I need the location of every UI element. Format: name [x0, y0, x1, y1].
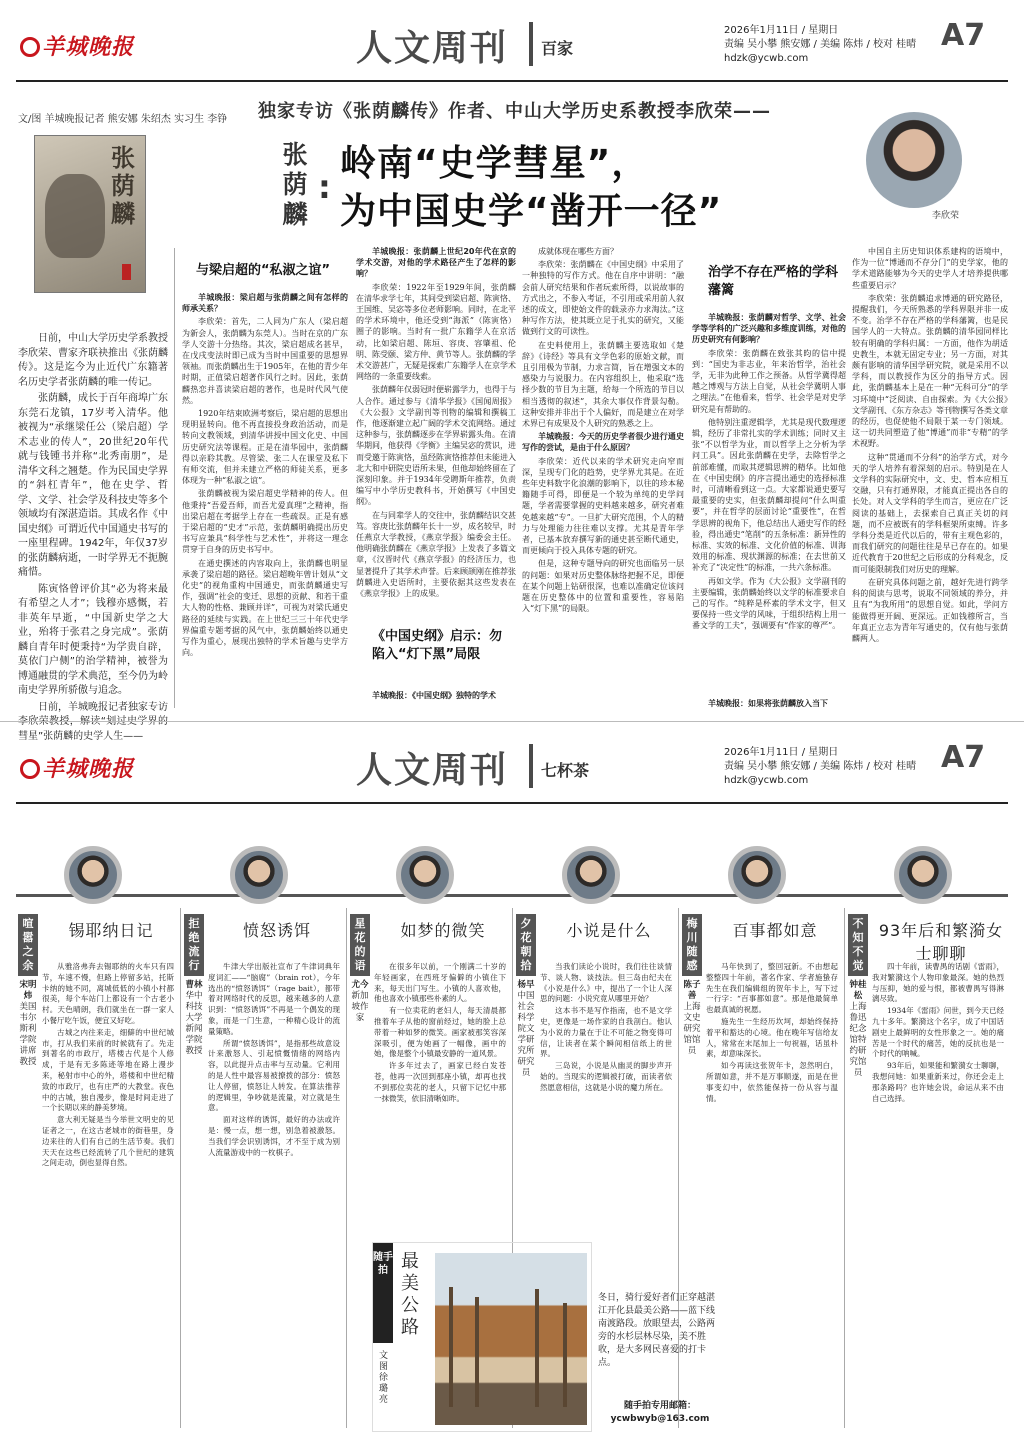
- divider: [180, 908, 181, 1428]
- article-column-2: 羊城晚报：张荫麟上世纪20年代在京的学术交游，对他的学术路径产生了怎样的影响？ 李欣荣：1922年至1929年间，张荫麟在清华求学七年，其间受到梁启超、陈寅恪、王国维、吴宓等多位老师影响。同时，在北平的学术环境中，他还受到“海派”（陈寅恪）圈子的影响。当时有一批广东籍学人在京活动，比如梁启超、陈垣、容庚、容肇祖、伦明、陈受颐、梁方仲、黄节等人。张荫麟的学术交游甚广，无疑是探索广东籍学人在京学术网络的一条重要线索。 张荫麟年仅弱冠时便崭露学力，也得于与人合作。通过参与《清华学报》《国闻周报》《大公报》文学副刊等刊物的编辑和撰稿工作，他逐渐建立起广阔的学术交流网络。通过这种参与，张荫麟逐步在学界崭露头角。在清华期间，他获得《学衡》主编吴宓的赏识，进而受邀于陈寅恪，虽经陈寅恪推荐但未能进入北大和中研院史语所未果，但他却始终留在了深刻印象。并于1934年受聘斯年推荐，负责编写中小学历史教科书，开始撰写《中国史纲》。 在与同辈学人的交往中，张荫麟结识交甚笃。容庚比张荫麟年长十一岁，成名较早，时任燕京大学教授，《燕京学报》编委会主任。他明确张荫麟在《燕京学报》上发表了多篇文章，《汉晋时代《燕京学报》的经济压力，也显著提升了其学术声誉。后来顾颉刚在推荐张荫麟进入史语所时，主要依据其这些发表在《燕京学报》上的成果。: [356, 247, 516, 599]
- column-author: [848, 980, 868, 1079]
- issue-date: 2026年1月11日 / 星期日: [724, 747, 839, 758]
- column-body: 牛津大学出版社宣布了牛津词典年度词汇——“脑腐”（brain rot），今年选出的“愤怒诱饵”（rage bait），都带着对网络时代的反思，越来越多的人意识到：“愤怒诱饵”不再是一个偶发的现象，而是一门生意，一种精心设计的流量策略。 所谓“愤怒诱饵”，是指那些故意设计来激怒人、引起愤慨情绪的网络内容，以此提升点击率与互动量。它利用的是人性中最容易被撩拨的部分：愤怒让人停留，愤怒让人转发。在算法推荐的逻辑里，争吵就是流量，对立就是生意。 面对这样的诱饵，最好的办法或许是：慢一点，想一想，别急着被激怒。当我们学会识别诱饵，才不至于成为别人流量游戏中的一枚棋子。: [208, 962, 340, 1157]
- photo-title: 最美公路: [401, 1251, 419, 1338]
- email[interactable]: hdzk@ycwb.com: [724, 775, 809, 786]
- photo-caption: 李欣荣: [932, 211, 960, 221]
- article-column-4-tail: 羊城晚报：如果将张荫麟放入当下: [708, 699, 828, 708]
- photo-note: 冬日，骑行爱好者们正穿越湛江开化县最美公路——蓝下线南渡路段。放眼望去，公路两旁的水杉层林尽染，美不胜收，是大多网民喜爱的打卡点。: [598, 1293, 716, 1368]
- column-title: 小说是什么: [566, 921, 652, 940]
- column-body: 从雅洛弗奔去锡耶纳的火车只有四节，车速不慢，但路上停留多站，托斯卡纳的她不同，离城低低的小镇小村都很美，每个车站门上都设有一个古老小村。天色晴朗，我们就坐在一群一家人小餐厅吃午饭，便宜又好吃。 古城之内往来走，细僻的中世纪城市，打从我们来前的时候就有了。先走到著名的市政厅，塔楼古代是个人修成，于是有无多陈迹等地在路上漫步来，秘射市中心的外，塔楼和中世纪精致的市政厅，也有庄严的大教堂。夜色中的古城，独自漫步，像是时间走进了一个长期以来的静美梦境。 意大利无疑是当今举世文明史的见证者之一，在这古老城市的街巷里，身边来往的人们有自己的生活节奏。我们天天在这些已经流转了几个世纪的建筑之间走动，倒也显得自然。: [42, 962, 174, 1168]
- page-number: A7: [941, 740, 986, 775]
- book-title: 张荫麟: [111, 143, 135, 228]
- headline-colon: :: [318, 168, 331, 206]
- article-column-2-tail: 羊城晚报：《中国史纲》独特的学术: [372, 691, 496, 700]
- column-body: 在很多年以前，一个刚满二十岁的年轻画家，在西班牙偏僻的小镇住下来，每天出门写生。小镇的人喜欢他，他也喜欢小镇那些朴素的人。 有一位卖花的老妇人，每天清晨都推着车子从他的窗前经过，她的脸上总带着一种如梦的微笑。画家被那笑容深深吸引，便为她画了一幅像，画中的她，像是整个小镇最安静的一道风景。 许多年过去了，画家已经白发苍苍，他再一次回到那座小镇，却再也找不到那位卖花的老人，只留下记忆中那一抹微笑，依旧清晰如昨。: [374, 962, 506, 1103]
- divider: [346, 908, 347, 1428]
- page-bottom: [0, 721, 1024, 1442]
- column-body: 当我们读论小说时，我们往往谈情节、谈人物、谈技法。但三岛由纪夫在《小说是什么》中，提出了一个让人深思的问题：小说究竟从哪里开始？ 这本书不是写作指南，也不是文学史，更像是一场作家的自我剖白。他认为小说的力量在于让不可能之物变得可信，让读者在某个瞬间相信纸上的世界。 三岛说，小说是从幽灵的脚步声开始的。当现实的逻辑被打破，而读者依然愿意相信，这就是小说的魔力所在。: [540, 962, 672, 1092]
- tree-trunk: [449, 1287, 453, 1407]
- subtitle-1: 与梁启超的“私淑之谊”: [196, 263, 331, 278]
- column-title: 百事都如意: [732, 921, 818, 940]
- title-divider: [529, 22, 533, 66]
- column-body: 四十年前，读曹禺的话剧《雷雨》，我对繁漪这个人物印象最深。她的热烈与压抑，她的爱与恨，都被曹禺写得淋漓尽致。 1934年《雷雨》问世，到今天已经九十多年。繁漪这个名字，成了中国话剧史上最鲜明的女性形象之一。她的痛苦是一个时代的痛苦，她的反抗也是一个时代的呐喊。 93年后，如果能和繁漪女士聊聊，我想问她：如果重新来过，你还会走上那条路吗？也许她会说，命运从来不由自己选择。: [872, 962, 1004, 1103]
- tree-trunk: [563, 1303, 567, 1407]
- author-name: 陈子善: [683, 980, 701, 1001]
- photo-author: 文图 徐璐亮: [379, 1351, 389, 1405]
- columnist-avatar: [230, 846, 288, 904]
- divider: [174, 248, 175, 708]
- book-cover-image: [34, 135, 146, 293]
- column-title: 锡耶纳日记: [68, 921, 154, 940]
- columnist-avatar: [894, 846, 952, 904]
- columnist-avatar: [562, 846, 620, 904]
- editors: 责编 吴小攀 熊安娜 / 美编 陈炜 / 校对 桂晴: [724, 39, 917, 50]
- logo-mark-icon: [20, 37, 40, 57]
- author-affiliation: 美国韦尔斯利学院讲席教授: [19, 1002, 37, 1067]
- column-title: 如梦的微笑: [400, 921, 486, 940]
- headline-line-2: 为中国史学“凿开一径”: [340, 191, 723, 232]
- column-author: [350, 980, 370, 1024]
- column-tag: 喧嚣之余: [18, 914, 38, 976]
- column-title: 愤怒诱饵: [242, 921, 311, 940]
- masthead-rule: [16, 802, 1008, 804]
- column-body: 马年快到了，整回冠新。不由想起整整四十年前，著名作家、学者施蛰存先生在我们编辑组的贺年卡上，写下过一行字：“百事都如意”。那是他最简单也最真诚的祝愿。 施先生一生经历坎坷，却始终保持着平和豁达的心境。他在晚年写信给友人，常常在末尾加上一句祝福，话虽朴素，却意味深长。 如今再读这张贺年卡，忽然明白，所谓如意，并不是万事顺遂，而是在世事变幻中，依然能保持一份从容与温情。: [706, 962, 838, 1103]
- section-title: 人文周刊: [356, 749, 509, 791]
- columnist-avatar: [728, 846, 786, 904]
- logo: 羊城晚报: [20, 752, 134, 783]
- photo-tag: 随手拍: [373, 1243, 393, 1343]
- columnist-avatar: [64, 846, 122, 904]
- headline: [340, 140, 722, 236]
- logo-mark-icon: [20, 759, 40, 779]
- page-number: A7: [941, 18, 986, 53]
- columnist-avatar: [396, 846, 454, 904]
- logo: 羊城晚报: [20, 30, 134, 61]
- column-author: [516, 980, 536, 1079]
- subsection-title: 百家: [541, 39, 574, 58]
- author-affiliation: 上海鲁迅纪念馆特约研究馆员: [849, 1002, 867, 1078]
- masthead: [16, 16, 1008, 74]
- vertical-name: 张荫麟: [282, 140, 308, 229]
- seal-mark: [122, 264, 131, 280]
- headline-line-1: 岭南“史学彗星”，: [340, 143, 649, 184]
- column-title: 93年后和繁漪女士聊聊: [878, 921, 1004, 963]
- tree-trunk: [475, 1297, 479, 1407]
- email[interactable]: hdzk@ycwb.com: [724, 53, 809, 64]
- article-column-5: 中国自主历史知识体系建构的语境中，作为一位“博通而不存分门”的史学家，他的学术道路能够为今天的史学人才培养提供哪些重要启示？ 李欣荣：张荫麟追求博通的研究路径，提醒我们，今天所熟悉的学科界限并非一成不变。治学不存在严格的学科藩篱，也是民国学人的一大特点。张荫麟的清华园同样比较有明确的学科归属：一方面，他作为胡适史教生，本就无固定专业；另一方面，对其颇有影响的清华国学研究院，就是采用不以学科，而以教授作为区分的指导方式。因此，张荫麟基本上是在一种“无科可分”的学习环境中“泛阅读、自由探索。为《大公报》文学副刊、《东方杂志》等刊物撰写各类文章的经历，也促使他不局限于某一专门领域。这一切共同塑造了他“博通”而非“专精”的学术视野。 这种“贯通而不分科”的治学方式，对今天的学人培养有着深刻的启示。特别是在人文学科的实际研究中，文、史、哲本应相互交融，只有打通界限，才能真正提出各自的长处。对人文学科的学生而言，更应在广泛阅读的基础上，去探索自己真正关切的问题，而不应被既有的学科框架所束缚。许多学科分类是近代以后的，带有主观色彩的，而我们研究的问题往往是早已存在的。如果近代教育于20世纪之后形成的分科观念，反而可能限制我们对历史的理解。 在研究具体问题之前，越好先进行跨学科的阅读与思考，说取不同领域的养分，并且有“为我所用”的思想自觉。如此，学问方能做得更开阔、更深远。正如钱穆所言，当年真正立志为青年写通史的，仅有他与张荫麟两人。: [852, 247, 1008, 643]
- lead-column: 日前，中山大学历史学系教授李欣荣、曹家齐联袂推出《张荫麟传》。这是迄今为止近代广东籍著名历史学者张荫麟的唯一传记。 张荫麟，成长于百年商埠广东东莞石龙镇，17岁考入清华。他被视为“承继梁任公（梁启超）学术志业的传人”，20世纪20年代就与钱锺书并称“北秀南朋”，是清华文科之翘楚。作为民国史学界的“斜杠青年”，他在史学、哲学、文学、社会学及科技史等多个领域均有深湛造诣。其成名作《中国史纲》可谓近代中国通史书写的一座里程碑。1942年，年仅37岁的张荫麟病逝，一时学界无不扼腕痛惜。 陈寅恪曾评价其“必为将来最有希望之人才”；钱穆亦感慨，若非英年早逝，“中国新史学之大业，殆将于张君之身完成”。张荫麟自青年时便秉持“为学贵自辟，莫依门户侧”的治学精神，被誉为博通融贯的学术典范，至今仍为岭南史学界所骄傲与追念。 日前，羊城晚报记者独家专访李欣荣教授，解读“划过史学界的彗星”张荫麟的史学人生——: [18, 333, 168, 742]
- column-tag: 夕花朝拾: [516, 914, 536, 976]
- subtitle-3: 治学不存在严格的学科藩篱: [708, 265, 839, 298]
- column-author: [18, 980, 38, 1068]
- photo-feature: [372, 1242, 592, 1432]
- subsection-title: 七杯茶: [541, 761, 590, 780]
- author-affiliation: 中国社会科学院文学研究所研究员: [517, 991, 535, 1078]
- subtitle-2: 《中国史纲》启示：勿陷入“灯下黑”局限: [372, 629, 503, 662]
- tree-trunk: [535, 1289, 539, 1407]
- masthead-info: [724, 24, 944, 66]
- issue-date: 2026年1月11日 / 星期日: [724, 25, 839, 36]
- mail-address[interactable]: ycwbwyb@163.com: [610, 1414, 710, 1424]
- title-divider: [529, 744, 533, 788]
- author-name: 杨早: [517, 980, 535, 990]
- column-author: [184, 980, 204, 1057]
- author-name: 宋明炜: [19, 980, 37, 1001]
- column-tag: 星花的语: [350, 914, 370, 976]
- column-author: [682, 980, 702, 1057]
- column-tag: 拒绝流行: [184, 914, 204, 976]
- article-column-4: 羊城晚报：张荫麟对哲学、文学、社会学等学科的广泛兴趣和多维度训练，对他的历史研究有何影响？ 李欣荣：张荫麟在致张其昀的信中提到：“国史为非志业，年来治哲学，治社会学，无非为此种工作之预备。从哲学冀得超越之博观与方法上自觉，从社会学冀明人事之理法。”在他看来，哲学、社会学是对史学研究是有帮助的。 他特别注重逻辑学，尤其是现代数理逻辑，经历了非常扎实的学术训练；同时又主张“不以哲学为业，而以哲学上之分析为学问工具”。因此张荫麟在史学，去除哲学之前部难懂，而取其逻辑思辨的精华。比如他在《中国史纲》的序言提出通史的选择标准时，可清晰看到这一点。大家都说通史要写最重要的史实，但张荫麟却提问“什么叫重要”，并在哲学的层面讨论“重要性”，在哲学思辨的视角下，他总结出人通史写作的经验，得出通史“笔削”的五条标准：新异性的标准、实效的标准、文化价值的标准、训海效用的标准、现状渊源的标准；在去世前又补充了“决定性”的标准，一共六条标准。 再如文学。作为《大公报》文学副刊的主要编辑，张荫麟始终以文学的标准要求自己的写作。“纯粹是杯素的学术文字，但又要保持一些文学的风味，于组织结构上用一番文学的工夫”，强调要有“作家的尊严”。: [692, 313, 846, 631]
- author-name: 钟桂松: [849, 980, 867, 1001]
- author-affiliation: 上海文史研究馆馆员: [683, 1002, 701, 1056]
- masthead-info: [724, 746, 944, 788]
- masthead-bottom: [16, 738, 1008, 796]
- photo-mail: 随手拍专用邮箱： ycwbwyb@163.com: [598, 1400, 722, 1426]
- author-affiliation: 华中科技大学新闻学院教授: [185, 991, 203, 1056]
- column-tag: 不知不觉: [848, 914, 868, 976]
- author-name: 尤今: [351, 980, 369, 990]
- author-affiliation: 新加坡作家: [351, 991, 369, 1023]
- article-column-1: 羊城晚报：梁启超与张荫麟之间有怎样的师承关系？ 李欣荣：首先，二人同为广东人（梁启超为新会人，张荫麟为东莞人）。当时在京的广东学人交游十分热络。其次，梁启超成名甚早，在戊戌变法时即已成为当时中国重要的思想界领袖。而张荫麟出生于1905年，在他的青少年时期，正值梁启超著作风行之时。因此，张荫麟热恋并喜读梁启超的著作，也是时代风气使然。 1920年结束欧洲考察后，梁启超的思想出现明显转向。他不再直接投身政治活动，而是转向文教领域，到清华讲授中国文化史、中国历史研究法等课程。正是在清华园中，张荫麟得以亲聆其教。尽管梁、张二人在课堂及私下有师交流，但并未建立严格的师徒关系，更多体现为一种“私淑之谊”。 张荫麟被视为梁启超史学精神的传人。但他秉持“吾爱吾师，而吾尤爱真理”之精神，指出梁启超在考据学上存在一些疏误。正是有感于梁启超的“史才”示范，张荫麟明确提出历史书写应兼具“科学性与艺术性”，并将这一理念贯穿于自身的历史书写中。 在通史撰述的内容取向上，张荫麟也明显承袭了梁启超的路径。梁启超晚年曾计划从“文化史”的视角重构中国通史，而张荫麟通史写作，强调“社会的变迁、思想的贡献、和若干重大人物的性格、兼顾并详”，可视为对梁氏通史路径的延续与实践。在上世纪三三十年代史学界偏重专题考据的风气中，张荫麟始终以通史写作为重心，展现出独特的学术旨趣与史学方向。: [182, 293, 348, 658]
- columns-bar: [16, 894, 1008, 897]
- editors: 责编 吴小攀 熊安娜 / 美编 陈炜 / 校对 桂晴: [724, 761, 917, 772]
- interviewee-photo: [866, 112, 962, 208]
- article-column-3: 成就体现在哪些方面？ 李欣荣：张荫麟在《中国史纲》中采用了一种独特的写作方式。他在自序中讲明：“融会前人研究结果和作者玩索所得，以说故事的方式出之，不参入考证，不引用或采用前人叙述的成文，即使始文件的载录亦力求淘汰。”这种写作方法，使其既立足于扎实的研究，又能做到行文的可读性。 在史料使用上，张荫麟主要选取如《楚辞》《诗经》等具有文学色彩的原始文献，而且引用极为节制，力求言简，旨在增强文本的感染力与说服力。在内容组织上，他采取“选择少数的节目为主题，给每一个所选的节目以相当透彻的叙述”，其余大事仅作背景勾勒。这种安排并非出于个人偏好，而是建立在对学术界已有成果及个人研究的熟悉之上。 羊城晚报：今天的历史学者很少进行通史写作的尝试，是由于什么原因？ 李欣荣：近代以来的学术研究走向窄而深，呈现专门化的趋势，史学界尤其是。在近些年史料数字化浪潮的影响下，以往的珍本秘籍随手可得，即便是一个较为单纯的史学问题，学者需要掌握的史料越来越多，研究者难免越来越“专”。一旦扩大研究范围，个人的精力与处理能力往往难以支撑。尤其是青年学者，已基本放弃撰写新的通史甚至断代通史，而更倾向于投入具体专题的研究。 但是，这种专题导向的研究也面临另一层的问题：如果对历史整体脉络把握不足，即便在某个问题上钻研很深，也难以准确定位该问题在历史整体中的位置和重要性，容易陷入“灯下黑”的局限。: [522, 247, 684, 614]
- column-tag: 梅川随感: [682, 914, 702, 976]
- kicker: 独家专访《张荫麟传》作者、中山大学历史系教授李欣荣——: [258, 101, 771, 122]
- author-name: 曹林: [185, 980, 203, 990]
- divider: [844, 908, 845, 1428]
- road-photo: [435, 1253, 587, 1425]
- masthead-rule: [16, 80, 1008, 82]
- portrait-silhouette: [45, 174, 105, 258]
- section-title: 人文周刊: [356, 27, 509, 69]
- byline: 文/图 羊城晚报记者 熊安娜 朱绍杰 实习生 李铮: [18, 114, 228, 125]
